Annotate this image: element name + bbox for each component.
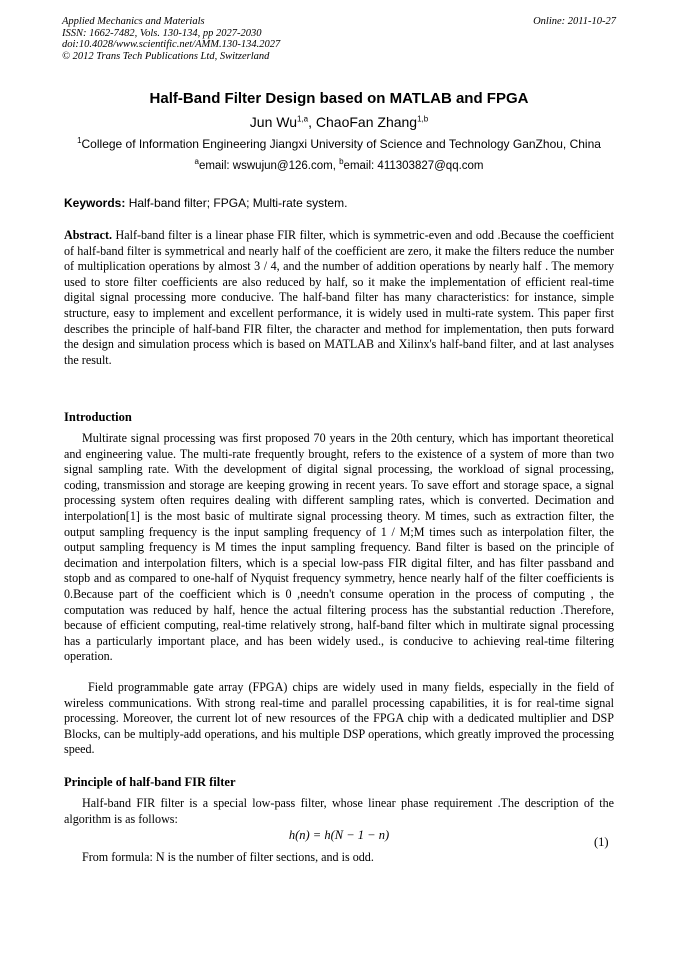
author-affiliation-mark: 1,b	[417, 114, 429, 124]
introduction-heading: Introduction	[64, 410, 132, 424]
journal-name: Applied Mechanics and Materials	[62, 16, 205, 27]
copyright-line: © 2012 Trans Tech Publications Ltd, Switzerland	[62, 50, 270, 62]
author-name: ChaoFan Zhang	[315, 114, 418, 130]
author-affiliation-mark: 1,a	[297, 114, 309, 124]
principle-heading: Principle of half-band FIR filter	[64, 775, 236, 789]
running-header	[62, 16, 616, 62]
principle-paragraph: Half-band FIR filter is a special low-pass filter, whose linear phase requirement .The description of the algorithm is as follows:	[64, 796, 614, 826]
keywords-label: Keywords:	[64, 196, 126, 210]
introduction-paragraph: Field programmable gate array (FPGA) chips are widely used in many fields, especially in the field of wireless communications. With strong real-time and parallel processing capabilities, it is for real-time signal processing. Moreover, the current lot of new resources of the FPGA chip with a dedicated multiplier and DSP Blocks, can be multiply-add operations, and his multiple DSP operations, which greatly improved the processing speed.	[64, 680, 614, 757]
keywords-text: Half-band filter; FPGA; Multi-rate system.	[125, 196, 348, 210]
email-mark: b	[339, 157, 344, 167]
doi-line: doi:10.4028/www.scientific.net/AMM.130-134.2027	[62, 39, 281, 50]
abstract-text: Half-band filter is a linear phase FIR filter, which is symmetric-even and odd .Because the coefficient of half-band filter is symmetrical and nearly half of the coefficient are zero, it make the filters reduce the number of multiplication operations by almost 3 / 4, and the number of addition operations by nearly half . The memory used to store filter coefficients are also reduced by half, so it make the implementation of efficient real-time digital signal processing more conducive. The half-band filter has many characteristics: for instance, simple structure, easy to implement and excellent performance, it is widely used in multi-rate system. This paper first describes the principle of half-band FIR filter, the character and method for implementation, then puts forward the design and simulation process which is based on MATLAB and Xilinx's half-band filter, and at last analyses the result.	[64, 228, 614, 367]
email-line	[40, 157, 638, 172]
online-date: Online: 2011-10-27	[533, 16, 616, 27]
author-line	[40, 114, 638, 130]
abstract	[64, 228, 614, 368]
principle-paragraph: From formula: N is the number of filter sections, and is odd.	[82, 850, 374, 864]
keywords	[64, 196, 347, 210]
affiliation-text: College of Information Engineering Jiangxi University of Science and Technology GanZhou, China	[81, 137, 601, 151]
introduction-paragraph: Multirate signal processing was first proposed 70 years in the 20th century, which has important theoretical and engineering value. The multi-rate frequently brought, refers to the existence of a system of more than two signal sampling rate. With the development of digital signal processing, the workload of signal processing, coding, transmission and storage are keeping growing in recent years. To save effort and storage space, a signal processing system often requires dealing with different sampling rates, which is converted. Decimation and interpolation[1] is the most basic of multirate signal processing theory. M times, such as extraction filter, the output sampling frequency is the input sampling frequency of 1 / M;M times such as interpolation filter, the output sampling frequency is M times the input sampling frequency. Band filter is based on the principle of decimation and interpolation filters, which is a special low-pass FIR digital filter, and has filter passband and stopb and as compared to one-half of Nyquist frequency symmetry, hence nearly half of the filter coefficients is 0.Because part of the coefficient which is 0 ,needn't consume operation in the process of computing , the computation was reduced by half, hence the actual filtering process has the substantial reduction .Therefore, because of efficient computing, real-time relatively strong, half-band filter which in multirate signal processing has a particularly important place, and has been widely used., is conducive to achieving real-time filtering operation.	[64, 431, 614, 664]
affiliation	[40, 137, 638, 151]
email-mark: a	[194, 157, 199, 167]
paper-title: Half-Band Filter Design based on MATLAB and FPGA	[149, 90, 529, 107]
issn-line: ISSN: 1662-7482, Vols. 130-134, pp 2027-2030	[62, 27, 262, 39]
author-separator: ,	[308, 114, 316, 130]
abstract-label: Abstract.	[64, 228, 113, 242]
email-address: email: wswujun@126.com,	[198, 160, 340, 172]
author-name: Jun Wu	[249, 114, 297, 130]
equation-number: (1)	[594, 835, 609, 849]
affiliation-mark: 1	[77, 136, 82, 145]
email-address: email: 411303827@qq.com	[343, 160, 484, 172]
equation: h(n) = h(N − 1 − n)	[288, 828, 390, 842]
